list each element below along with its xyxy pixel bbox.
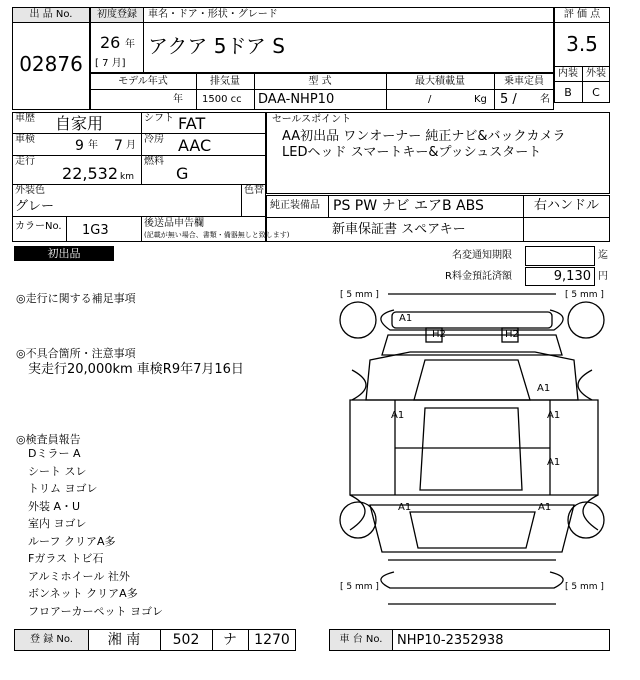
defect-notes-title: ◎不具合箇所・注意事項 [16,347,136,360]
handle-side: 右ハンドル [533,198,599,213]
interior-label: 内装 [558,68,578,79]
first-reg-month: [ 7 月] [95,58,126,69]
inspector-report-item: ルーフ クリアA多 [28,534,116,548]
name-change-label: 名変通知期限 [452,250,512,261]
ac-label: 冷房 [144,134,164,145]
inspector-report-item: トリム ヨゴレ [28,482,98,495]
ac: AAC [178,136,212,155]
score: 3.5 [566,32,598,56]
sales-point-label: セールスポイント [272,114,352,125]
name-change-unit: 迄 [598,250,608,261]
damage-mark: A1 [547,457,561,468]
sales-point-line2: LEDヘッド スマートキー&プッシュスタート [282,145,542,160]
history: 自家用 [55,114,104,133]
running-notes-title: ◎走行に関する補足事項 [16,292,136,305]
score-label: 評 価 点 [563,9,601,20]
capacity: 5 / [500,92,517,107]
color-no: 1G3 [82,223,109,238]
mileage: 22,532 [62,164,118,183]
car-name-label: 車名・ドア・形状・グレード [148,9,278,20]
exterior-score: C [592,86,600,99]
lot-no-label: 出 品 No. [13,8,89,22]
inspection-month: 7 [114,138,123,154]
inspection-year-unit: 年 [88,140,98,151]
first-reg-year-unit: 年 [125,39,135,50]
tire-depth-front-right: [ 5 mm ] [565,290,604,300]
interior-score: B [564,86,572,99]
ext-color: グレー [15,199,55,214]
inspector-report-item: 外装 A・U [28,499,81,513]
tire-depth-front-left: [ 5 mm ] [340,290,379,300]
reg-class: 502 [172,632,200,648]
max-load-slash: / [428,94,432,105]
max-load-unit: Kg [474,94,487,105]
inspector-report-item: アルミホイール 社外 [28,569,130,583]
fuel: G [176,164,189,183]
defect-notes-text: 実走行20,000km 車検R9年7月16日 [28,362,244,377]
damage-mark: A1 [391,410,405,421]
damage-mark: A1 [547,410,561,421]
inspector-report-item: ボンネット クリアA多 [28,587,138,600]
mileage-label: 走行 [15,156,35,167]
recycle-unit: 円 [598,271,608,282]
capacity-label: 乗車定員 [504,76,544,87]
damage-mark: A1 [399,313,413,324]
inspector-report-item: シート スレ [28,464,87,478]
reg-number: 1270 [254,632,290,648]
inspector-report-item: フロアーカーペット ヨゴレ [28,604,163,618]
history-label: 車歴 [15,113,35,124]
model-year-unit: 年 [173,94,183,105]
warranty-items: 新車保証書 スペアキー [332,222,466,237]
vehicle-type: DAA-NHP10 [258,92,335,107]
lot-no: 02876 [19,52,83,76]
exterior-label: 外装 [586,68,606,79]
inspection-month-unit: 月 [126,140,136,151]
damage-mark: A1 [538,502,552,513]
max-load-label: 最大積載量 [415,76,465,87]
shift: FAT [178,114,206,133]
color-change-label: 色替 [244,185,264,196]
type-label: 型 式 [308,76,332,87]
ext-color-label: 外装色 [15,185,45,196]
mileage-unit: km [120,172,134,182]
aftermarket-label: 後送品申告欄 [144,218,204,229]
fuel-label: 燃料 [144,156,164,167]
first-listing-badge: 初出品 [14,246,114,261]
inspector-report-item: Fガラス トビ石 [28,552,104,565]
shift-label: シフト [144,113,174,124]
name-change-field [525,246,595,266]
model-year-label: モデル年式 [118,76,168,87]
sales-point-line1: AA初出品 ワンオーナー 純正ナビ&バックカメラ [282,129,566,144]
displacement: 1500 cc [202,94,242,105]
recycle-label: R料金預託済額 [445,271,512,282]
tire-depth-rear-right: [ 5 mm ] [565,582,604,592]
color-no-label: カラーNo. [15,221,62,232]
chassis-no: NHP10-2352938 [397,633,504,648]
reg-no-label: 登 録 No. [15,630,88,650]
damage-mark: H2 [505,329,519,340]
reg-kana: ナ [223,632,237,648]
inspector-report-item: 室内 ヨゴレ [28,517,87,530]
car-name: アクア 5ドア S [148,34,285,58]
damage-mark: H2 [432,329,446,340]
car-condition-diagram [330,290,620,610]
inspector-report-item: Dミラー A [28,447,81,460]
inspection-label: 車検 [15,134,35,145]
chassis-label: 車 台 No. [330,630,392,650]
reg-area: 湘 南 [107,632,141,648]
equipment-value: PS PW ナビ エアB ABS [333,198,484,214]
damage-mark: A1 [398,502,412,513]
inspector-report-title: ◎検査員報告 [16,433,81,446]
first-reg-year: 26 [100,33,121,52]
aftermarket-note: (記載が無い場合、書類・備器無しと致します) [144,231,290,239]
tire-depth-rear-left: [ 5 mm ] [340,582,379,592]
equipment-label: 純正装備品 [270,200,320,211]
capacity-unit: 名 [540,94,550,105]
recycle-value: 9,130 [553,269,591,284]
first-reg-label: 初度登録 [91,8,143,22]
displacement-label: 排気量 [210,76,240,87]
damage-mark: A1 [537,383,551,394]
inspection-year: 9 [75,138,84,154]
